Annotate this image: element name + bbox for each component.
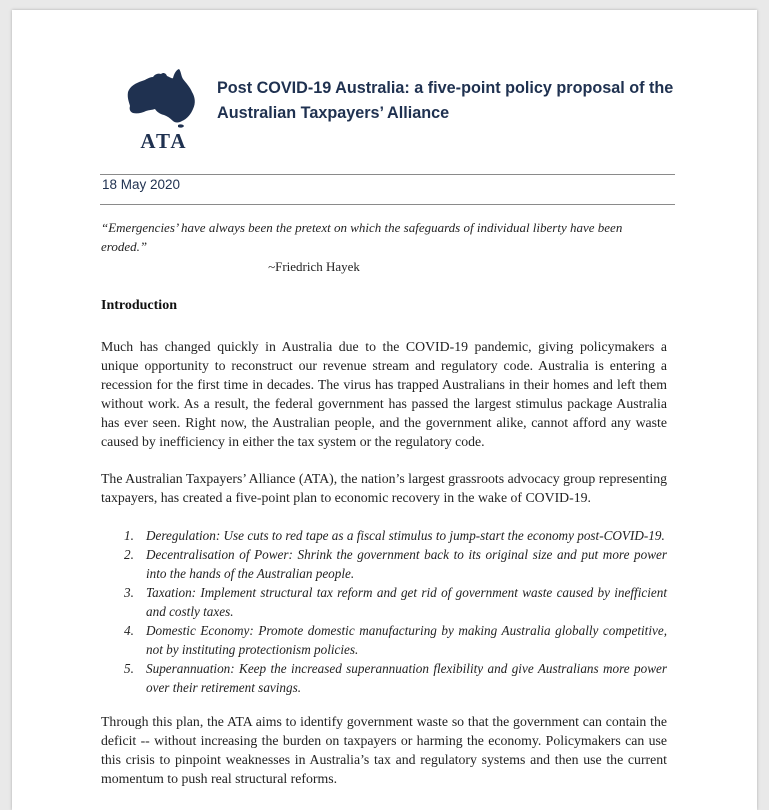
logo-text: ATA (140, 129, 188, 153)
list-item (101, 526, 667, 545)
intro-paragraph-2: The Australian Taxpayers’ Alliance (ATA), the nation’s largest grassroots advocacy group representing taxpayers, has created a five-point plan to economic recovery in the wake of COVID-19. (101, 471, 667, 505)
list-item-text: Deregulation: Use cuts to red tape as a fiscal stimulus to jump-start the economy post-COVID-19. (146, 528, 665, 543)
ata-logo (124, 68, 200, 153)
list-item-number: 5. (124, 661, 134, 676)
list-item (101, 659, 667, 697)
epigraph-quote: “Emergencies’ have always been the pretext on which the safeguards of individual liberty have been eroded.” (101, 220, 623, 254)
intro-paragraph-3: Through this plan, the ATA aims to identify government waste so that the government can contain the deficit -- without increasing the burden on taxpayers or harming the economy. Policymakers can use this crisis to pinpoint weaknesses in Australia’s tax and regulatory systems and then use the current momentum to push real structural reforms. (101, 714, 667, 786)
australia-map-icon (124, 68, 200, 128)
list-item-text: Taxation: Implement structural tax reform and get rid of government waste caused by inefficient and costly taxes. (146, 585, 667, 619)
document-date: 18 May 2020 (102, 177, 181, 192)
bottom-divider (100, 204, 675, 205)
list-item (101, 583, 667, 621)
top-divider (100, 174, 675, 175)
list-item-number: 1. (124, 528, 134, 543)
list-item-number: 2. (124, 547, 134, 562)
intro-paragraph-1: Much has changed quickly in Australia due to the COVID-19 pandemic, giving policymakers a unique opportunity to reconstruct our revenue stream and regulatory code. Australia is entering a recession for the first time in decades. The virus has trapped Australians in their homes and left them without work. As a result, the federal government has passed the largest stimulus package Australia has ever seen. Right now, the Australian people, and the government alike, cannot afford any waste caused by inefficiency in either the tax system or the regulatory code. (101, 339, 667, 449)
five-point-plan-list (101, 526, 667, 697)
list-item (101, 621, 667, 659)
list-item-text: Domestic Economy: Promote domestic manufacturing by making Australia globally competitive, not by instituting protectionism policies. (146, 623, 667, 657)
list-item-text: Decentralisation of Power: Shrink the government back to its original size and put more power into the hands of the Australian people. (146, 547, 667, 581)
section-heading: Introduction (101, 298, 177, 313)
document-title: Post COVID-19 Australia: a five-point policy proposal of the Australian Taxpayers’ Alliance (217, 79, 674, 122)
document-page (12, 10, 757, 810)
list-item (101, 545, 667, 583)
list-item-text: Superannuation: Keep the increased superannuation flexibility and give Australians more power over their retirement savings. (146, 661, 667, 695)
list-item-number: 4. (124, 623, 134, 638)
list-item-number: 3. (124, 585, 134, 600)
quote-author: ~Friedrich Hayek (268, 259, 360, 274)
